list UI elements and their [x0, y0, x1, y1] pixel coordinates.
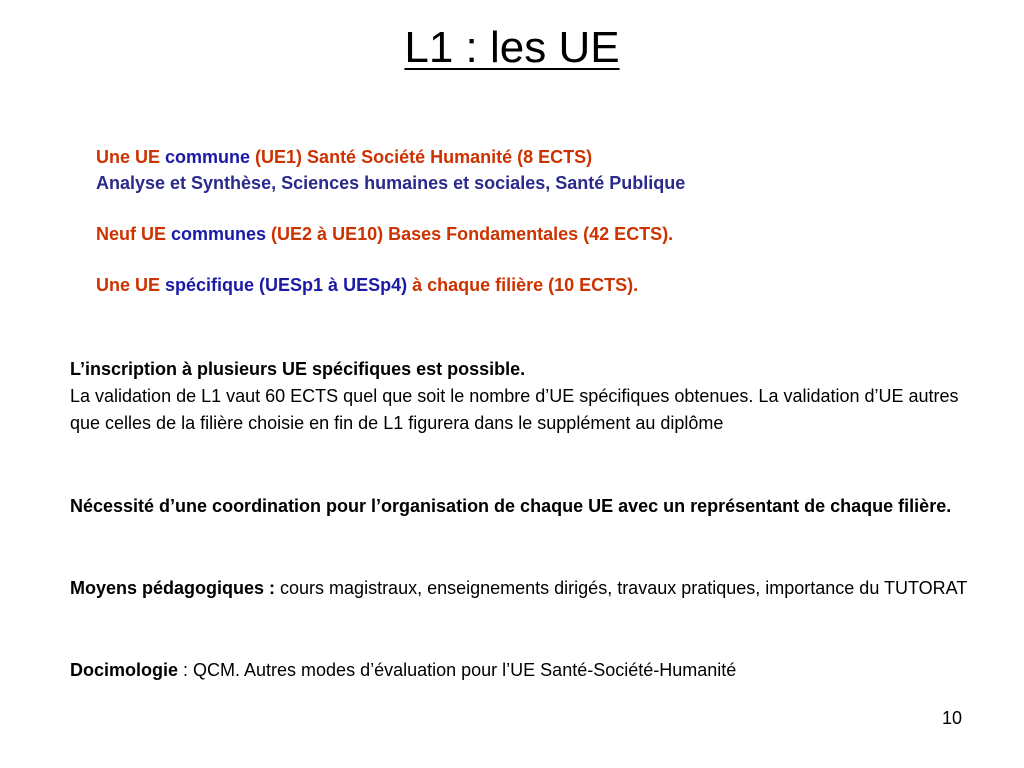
ue1-keyword: commune [165, 147, 251, 167]
ue1-suffix: (UE1) Santé Société Humanité (8 ECTS) [250, 147, 593, 167]
page-number: 10 [941, 708, 962, 728]
ue2-10-suffix: (UE2 à UE10) Bases Fondamentales (42 ECTS). [266, 224, 674, 244]
uesp-suffix: à chaque filière (10 ECTS). [407, 275, 639, 295]
uesp-block [96, 272, 638, 298]
uesp-keyword: spécifique (UESp1 à UESp4) [165, 275, 408, 295]
moyens-text: cours magistraux, enseignements dirigés, travaux pratiques, importance du TUTORAT [275, 578, 968, 598]
moyens-label: Moyens pédagogiques : [70, 578, 276, 598]
ue1-line [96, 144, 685, 170]
docimologie-paragraph [70, 657, 970, 684]
ue1-prefix: Une UE [96, 147, 166, 167]
ue2-10-block [96, 221, 673, 247]
inscription-text: La validation de L1 vaut 60 ECTS quel que soit le nombre d’UE spécifiques obtenues. La validation d’UE autres que celles de la filière choisie en fin de L1 figurera dans le supplément au diplôme [70, 386, 959, 433]
ue1-block [96, 144, 685, 196]
coordination-paragraph: Nécessité d’une coordination pour l’organisation de chaque UE avec un représentant de chaque filière. [70, 496, 952, 516]
inscription-heading: L’inscription à plusieurs UE spécifiques est possible. [70, 359, 526, 379]
ue2-10-prefix: Neuf UE [96, 224, 172, 244]
docimologie-label: Docimologie [70, 660, 179, 680]
ue1-subline: Analyse et Synthèse, Sciences humaines et sociales, Santé Publique [96, 173, 686, 193]
moyens-paragraph [70, 575, 970, 602]
docimologie-text: : QCM. Autres modes d’évaluation pour l’UE Santé-Société-Humanité [178, 660, 737, 680]
ue2-10-keyword: communes [171, 224, 267, 244]
inscription-paragraph [70, 356, 970, 437]
slide-title: L1 : les UE [404, 23, 620, 72]
uesp-prefix: Une UE [96, 275, 166, 295]
